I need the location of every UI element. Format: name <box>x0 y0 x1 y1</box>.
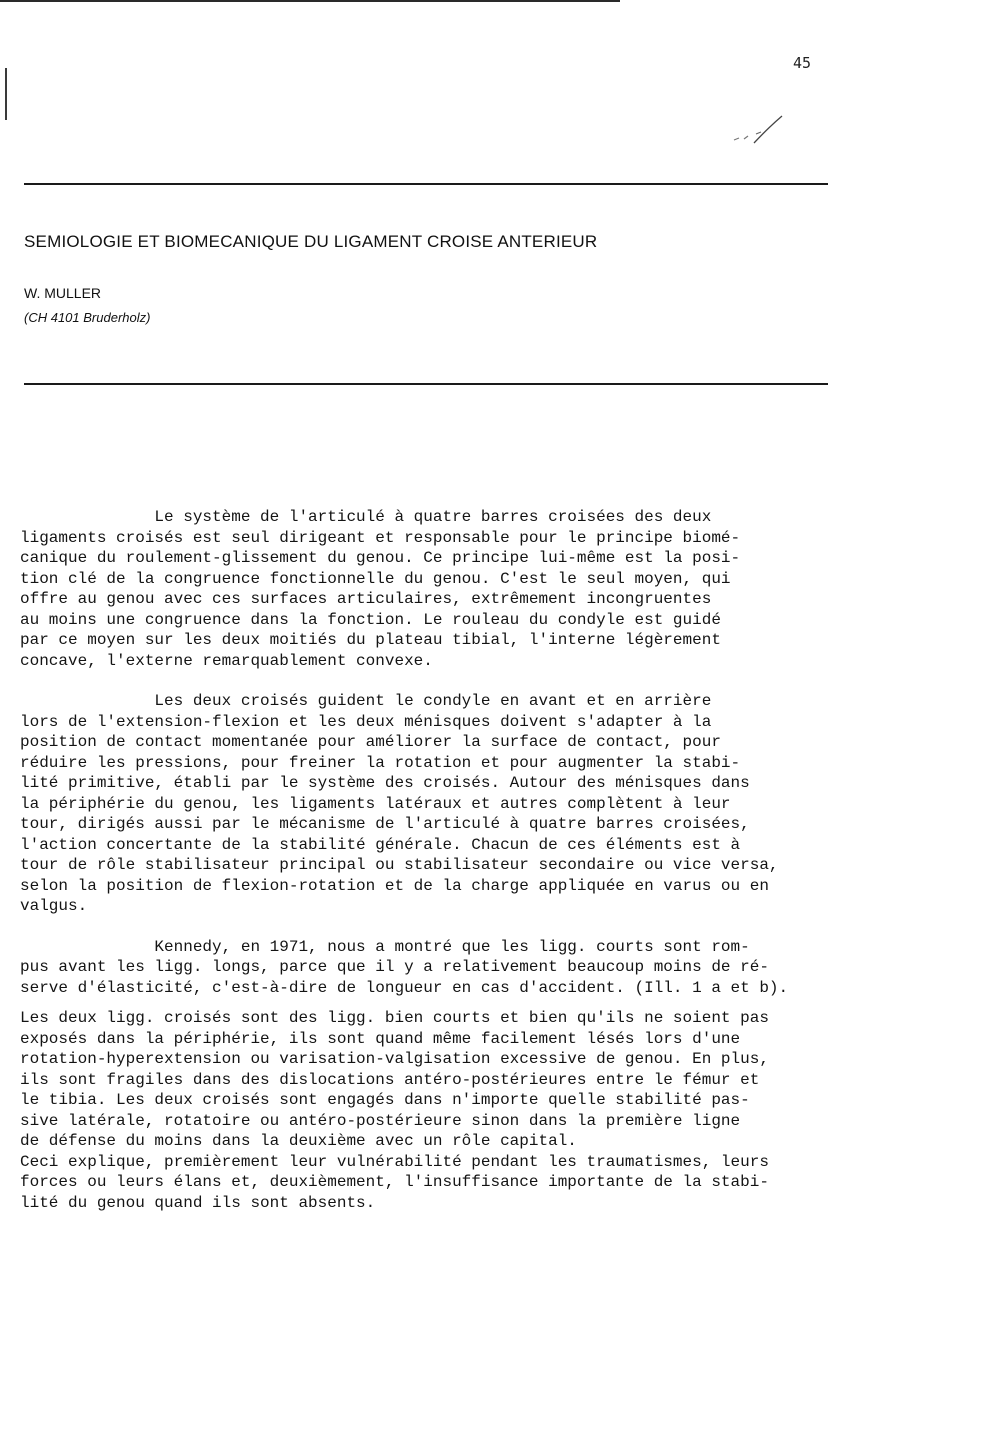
text-line: le tibia. Les deux croisés sont engagés dans n'importe quelle stabilité pas- <box>20 1091 750 1109</box>
text-line: de défense du moins dans la deuxième avec un rôle capital. <box>20 1132 577 1150</box>
body-paragraph-4 <box>20 1008 860 1213</box>
text-line: lité du genou quand ils sont absents. <box>20 1193 376 1212</box>
text-line: Les deux croisés guident le condyle en avant et en arrière <box>20 692 712 710</box>
header-bottom-rule <box>24 383 828 385</box>
scan-left-edge-mark <box>5 68 7 120</box>
text-line: lors de l'extension-flexion et les deux ménisques doivent s'adapter à la <box>20 712 712 731</box>
text-line: la périphérie du genou, les ligaments latéraux et autres complètent à leur <box>20 794 731 813</box>
text-line: lité primitive, établi par le système des croisés. Autour des ménisques dans <box>20 774 750 792</box>
text-line: par ce moyen sur les deux moitiés du plateau tibial, l'interne légèrement <box>20 631 721 649</box>
text-line: tour, dirigés aussi par le mécanisme de l'articulé à quatre barres croisées, <box>20 815 750 833</box>
text-line: pus avant les ligg. longs, parce que il y a relativement beaucoup moins de ré- <box>20 958 769 976</box>
text-line: canique du roulement-glissement du genou. Ce principe lui-même est la posi- <box>20 549 741 567</box>
text-line: offre au genou avec ces surfaces articulaires, extrêmement incongruentes <box>20 590 712 608</box>
body-paragraph-3 <box>20 937 860 999</box>
text-line: ils sont fragiles dans des dislocations antéro-postérieures entre le fémur et <box>20 1070 760 1089</box>
body-paragraph-2 <box>20 691 860 917</box>
text-line: Les deux ligg. croisés sont des ligg. bien courts et bien qu'ils ne soient pas <box>20 1009 769 1027</box>
text-line: valgus. <box>20 897 88 915</box>
text-line: forces ou leurs élans et, deuxièmement, l'insuffisance importante de la stabi- <box>20 1173 769 1191</box>
text-line: concave, l'externe remarquablement convexe. <box>20 651 433 670</box>
text-line: tour de rôle stabilisateur principal ou stabilisateur secondaire ou vice versa, <box>20 856 779 874</box>
text-line: sive latérale, rotatoire ou antéro-postérieure sinon dans la première ligne <box>20 1111 741 1130</box>
article-author: W. MULLER <box>24 285 102 301</box>
text-line: serve d'élasticité, c'est-à-dire de longueur en cas d'accident. (Ill. 1 a et b). <box>20 978 789 997</box>
text-line: Le système de l'articulé à quatre barres croisées des deux <box>20 508 712 526</box>
text-line: au moins une congruence dans la fonction. Le rouleau du condyle est guidé <box>20 610 721 629</box>
body-paragraph-1 <box>20 507 860 671</box>
paragraph-gap <box>20 671 860 691</box>
pencil-mark-icon <box>730 114 786 148</box>
paragraph-gap <box>20 998 860 1008</box>
text-line: selon la position de flexion-rotation et de la charge appliquée en varus ou en <box>20 876 769 895</box>
paragraph-gap <box>20 917 860 937</box>
author-affiliation: (CH 4101 Bruderholz) <box>24 310 151 325</box>
text-line: ligaments croisés est seul dirigeant et responsable pour le principe biomé- <box>20 528 741 547</box>
text-line: Kennedy, en 1971, nous a montré que les ligg. courts sont rom- <box>20 937 750 956</box>
scan-top-edge-line <box>0 0 620 2</box>
text-line: position de contact momentanée pour améliorer la surface de contact, pour <box>20 733 721 751</box>
article-title: SEMIOLOGIE ET BIOMECANIQUE DU LIGAMENT CROISE ANTERIEUR <box>24 232 598 251</box>
text-line: l'action concertante de la stabilité générale. Chacun de ces éléments est à <box>20 835 741 854</box>
article-body <box>20 507 860 1213</box>
text-line: exposés dans la périphérie, ils sont quand même facilement lésés lors d'une <box>20 1029 741 1048</box>
text-line: tion clé de la congruence fonctionnelle du genou. C'est le seul moyen, qui <box>20 569 731 588</box>
page-number: 45 <box>793 54 812 72</box>
text-line: Ceci explique, premièrement leur vulnérabilité pendant les traumatismes, leurs <box>20 1152 769 1171</box>
text-line: réduire les pressions, pour freiner la rotation et pour augmenter la stabi- <box>20 753 741 772</box>
text-line: rotation-hyperextension ou varisation-valgisation excessive de genou. En plus, <box>20 1050 769 1068</box>
header-top-rule <box>24 183 828 185</box>
